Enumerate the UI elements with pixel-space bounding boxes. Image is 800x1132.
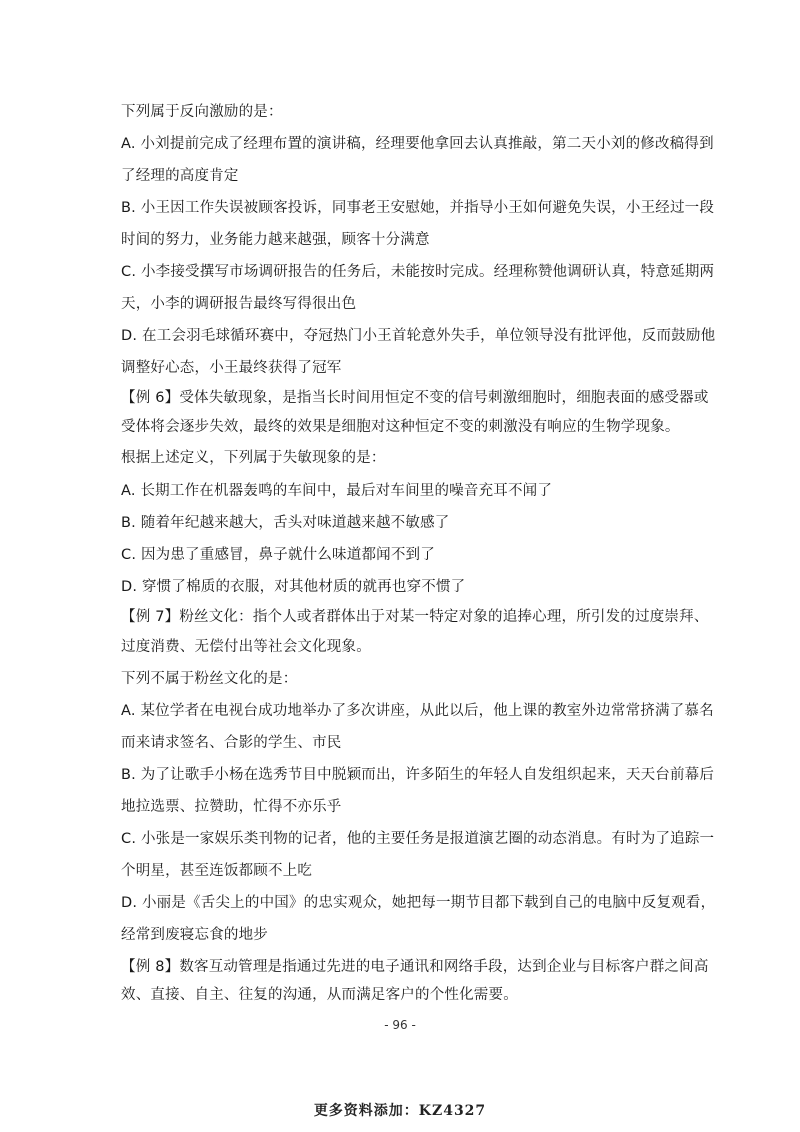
text-line: C. 小张是一家娱乐类刊物的记者，他的主要任务是报道演艺圈的动态消息。有时为了追踪一: [121, 831, 715, 847]
text-line: C. 因为患了重感冒，鼻子就什么味道都闻不到了: [121, 547, 435, 563]
text-line: 调整好心态，小王最终获得了冠军: [121, 360, 342, 376]
text-line: 地拉选票、拉赞助，忙得不亦乐乎: [121, 799, 342, 815]
text-line: A. 小刘提前完成了经理布置的演讲稿，经理要他拿回去认真推敲，第二天小刘的修改稿得到: [121, 136, 714, 152]
text-line: 时间的努力，业务能力越来越强，顾客十分满意: [121, 232, 430, 248]
example-6-heading: 【例 6】受体失敏现象，是指当长时间用恒定不变的信号刺激细胞时，细胞表面的感受器或: [121, 390, 709, 406]
text-line: 过度消费、无偿付出等社会文化现象。: [121, 639, 371, 655]
text-line: 天，小李的调研报告最终写得很出色: [121, 296, 357, 312]
text-line: C. 小李接受撰写市场调研报告的任务后，未能按时完成。经理称赞他调研认真，特意延期两: [121, 264, 715, 280]
text-line: 经常到废寝忘食的地步: [121, 927, 268, 943]
text-line: 根据上述定义，下列属于失敏现象的是：: [121, 450, 386, 466]
text-line: D. 穿惯了棉质的衣服，对其他材质的就再也穿不惯了: [121, 579, 466, 595]
text-line: 下列属于反向激励的是：: [121, 104, 283, 120]
text-line: B. 为了让歌手小杨在选秀节目中脱颖而出，许多陌生的年轻人自发组织起来，天天台前幕后: [121, 767, 715, 783]
text-line: 个明星，甚至连饭都顾不上吃: [121, 863, 313, 879]
text-line: 受体将会逐步失效，最终的效果是细胞对这种恒定不变的刺激没有响应的生物学现象。: [121, 419, 680, 435]
footer-note: 更多资料添加：KZ4327: [313, 1103, 487, 1119]
text-line: 而来请求签名、合影的学生、市民: [121, 735, 342, 751]
page-number: - 96 -: [384, 1018, 416, 1032]
example-8-heading: 【例 8】数客互动管理是指通过先进的电子通讯和网络手段，达到企业与目标客户群之间高: [121, 959, 709, 975]
text-line: 下列不属于粉丝文化的是：: [121, 671, 298, 687]
example-7-heading: 【例 7】粉丝文化：指个人或者群体出于对某一特定对象的追捧心理，所引发的过度崇拜、: [121, 609, 709, 625]
text-line: B. 小王因工作失误被顾客投诉，同事老王安慰她，并指导小王如何避免失误，小王经过一段: [121, 200, 715, 216]
text-line: 效、直接、自主、往复的沟通，从而满足客户的个性化需要。: [121, 987, 518, 1003]
text-line: 了经理的高度肯定: [121, 168, 239, 184]
text-line: D. 小丽是《舌尖上的中国》的忠实观众，她把每一期节目都下载到自己的电脑中反复观看，: [121, 895, 716, 911]
text-line: D. 在工会羽毛球循环赛中，夺冠热门小王首轮意外失手，单位领导没有批评他，反而鼓励他: [121, 328, 716, 344]
text-line: A. 长期工作在机器轰鸣的车间中，最后对车间里的噪音充耳不闻了: [121, 483, 553, 499]
text-line: B. 随着年纪越来越大，舌头对味道越来越不敏感了: [121, 515, 450, 531]
text-line: A. 某位学者在电视台成功地举办了多次讲座，从此以后，他上课的教室外边常常挤满了慕名: [121, 703, 714, 719]
